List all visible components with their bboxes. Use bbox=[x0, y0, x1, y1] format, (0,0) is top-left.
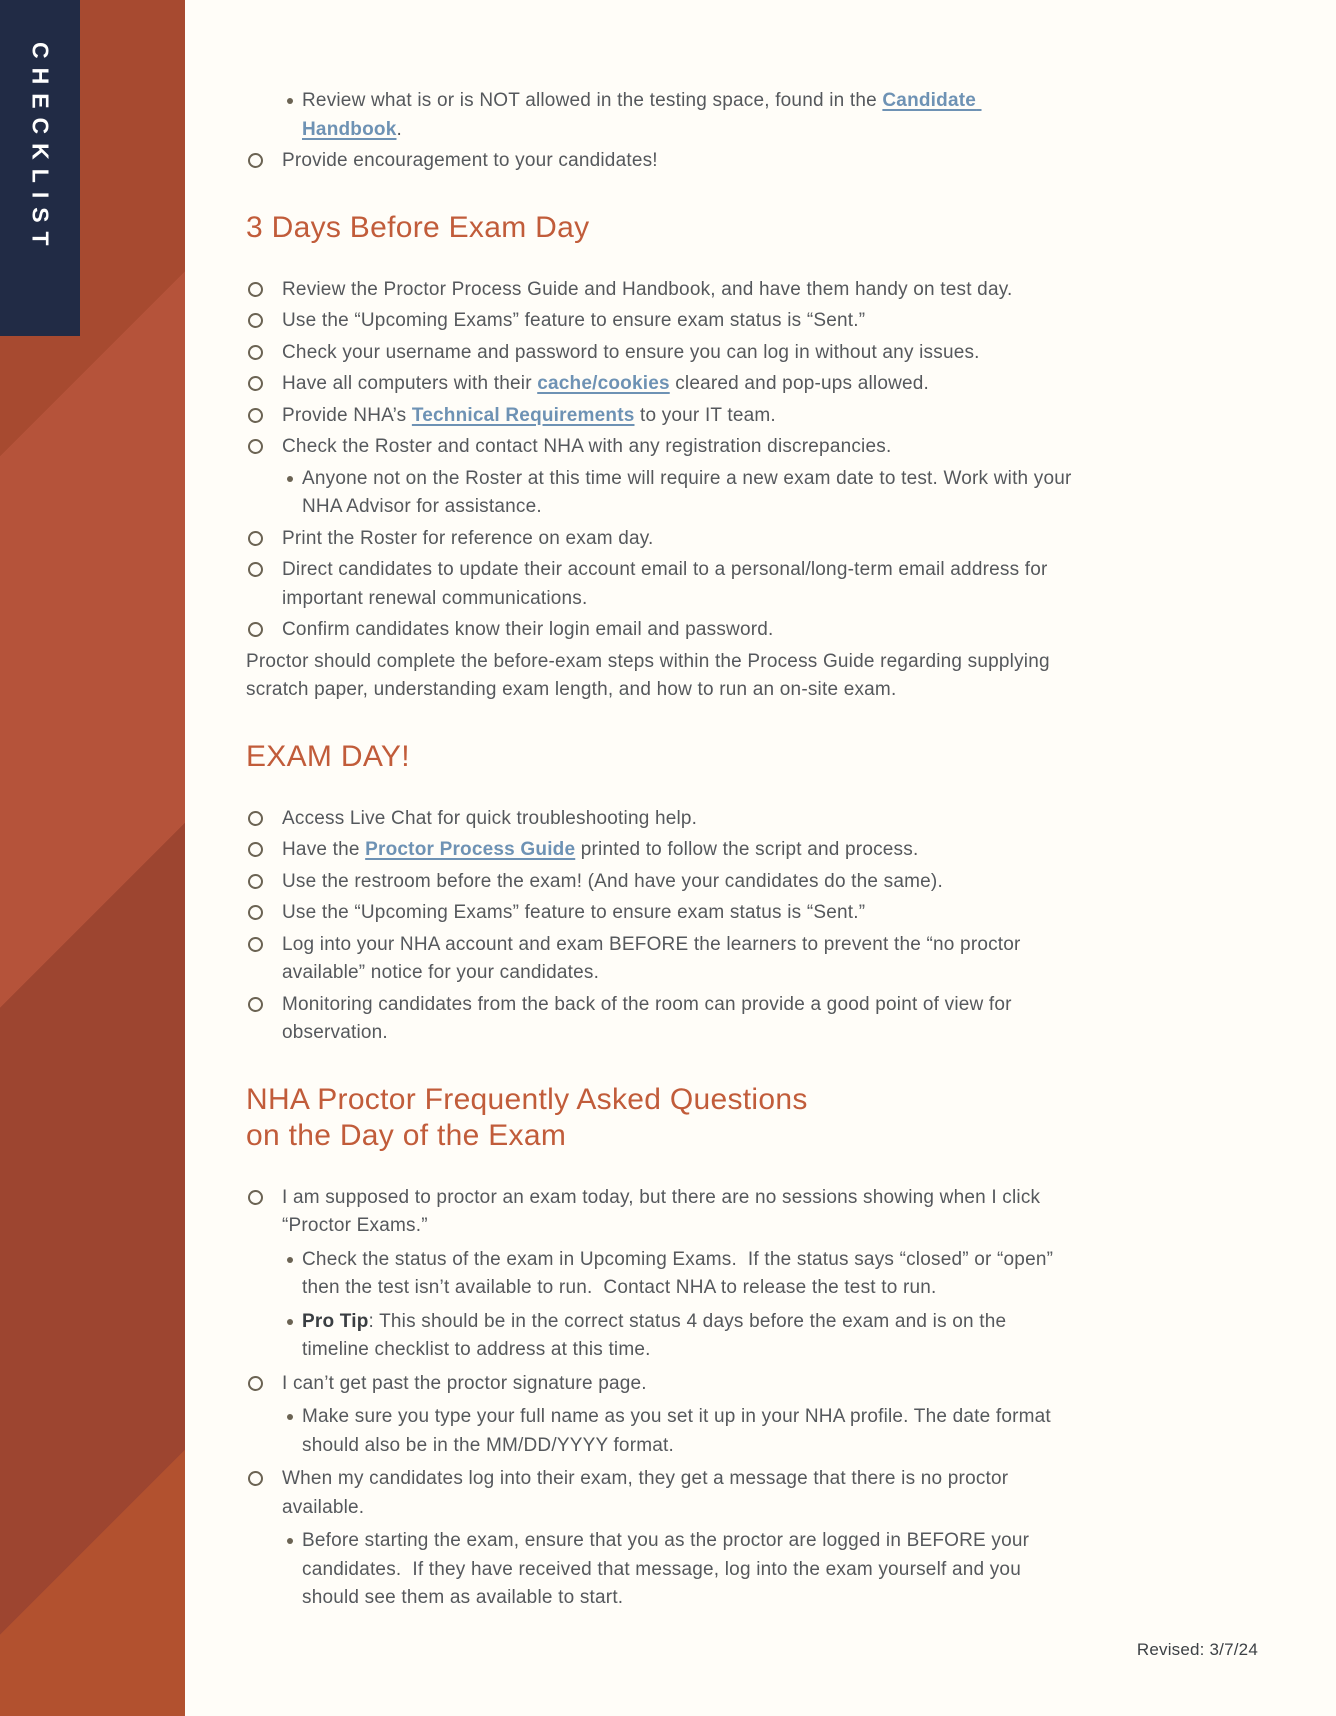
item-text: to your IT team. bbox=[634, 404, 776, 426]
item-text: Before starting the exam, ensure that you as the proctor are logged in BEFORE your candidates. If they have received that message, log into the exam yourself and you should see them as available to start. bbox=[302, 1530, 1035, 1608]
checklist-tab-label: CHECKLIST bbox=[27, 42, 54, 255]
paragraph bbox=[246, 648, 1074, 705]
circle-bullet-icon bbox=[248, 282, 263, 297]
circle-bullet-icon bbox=[248, 153, 263, 168]
item-text: Check the status of the exam in Upcoming Exams. If the status says “closed” or “open” then the test isn’t available to run. Contact NHA to release the test to run. bbox=[302, 1248, 1059, 1298]
circle-bullet-icon bbox=[248, 531, 263, 546]
dot-bullet-icon bbox=[287, 98, 293, 104]
circle-bullet-icon bbox=[248, 874, 263, 889]
list-item bbox=[246, 616, 1074, 645]
item-text: When my candidates log into their exam, they get a message that there is no proctor available. bbox=[282, 1468, 1014, 1518]
circle-bullet-icon bbox=[248, 1376, 263, 1391]
list-item bbox=[246, 899, 1074, 928]
item-text: Provide encouragement to your candidates! bbox=[282, 150, 658, 171]
list-item bbox=[246, 433, 1074, 462]
list-item bbox=[246, 836, 1074, 865]
circle-bullet-icon bbox=[248, 842, 263, 857]
item-text: Access Live Chat for quick troubleshooting help. bbox=[282, 807, 698, 829]
item-text: Use the restroom before the exam! (And have your candidates do the same). bbox=[282, 870, 943, 892]
revised-date: Revised: 3/7/24 bbox=[1136, 1640, 1258, 1659]
item-text: Log into your NHA account and exam BEFORE the learners to prevent the “no proctor available” notice for your candidates. bbox=[282, 933, 1027, 983]
list-subitem bbox=[246, 1403, 1074, 1460]
document-content bbox=[246, 84, 1078, 1618]
circle-bullet-icon bbox=[248, 439, 263, 454]
list-item bbox=[246, 868, 1074, 897]
item-text: cleared and pop-ups allowed. bbox=[669, 373, 930, 394]
circle-bullet-icon bbox=[248, 811, 263, 826]
item-text: Review the Proctor Process Guide and Handbook, and have them handy on test day. bbox=[282, 278, 1013, 300]
circle-bullet-icon bbox=[248, 376, 263, 391]
list-item bbox=[246, 147, 1074, 176]
item-text: I am supposed to proctor an exam today, but there are no sessions showing when I click “Proctor Exams.” bbox=[282, 1186, 1046, 1236]
pro-tip-label: Pro Tip bbox=[302, 1310, 369, 1332]
circle-bullet-icon bbox=[248, 622, 263, 637]
item-text: Check the Roster and contact NHA with any registration discrepancies. bbox=[282, 436, 892, 457]
candidate-handbook-link[interactable]: Candidate Handbook bbox=[302, 90, 982, 140]
dot-bullet-icon bbox=[287, 476, 293, 482]
technical-requirements-link[interactable]: Technical Requirements bbox=[411, 404, 635, 426]
section-heading bbox=[246, 1082, 1074, 1154]
list-item bbox=[246, 805, 1074, 834]
list-item bbox=[246, 370, 1074, 399]
item-text: Provide NHA’s bbox=[282, 404, 412, 426]
decorative-sidebar bbox=[0, 0, 185, 1716]
dot-bullet-icon bbox=[287, 1319, 293, 1325]
section-heading-line: NHA Proctor Frequently Asked Questions bbox=[246, 1082, 808, 1116]
item-text: Use the “Upcoming Exams” feature to ensure exam status is “Sent.” bbox=[282, 902, 866, 923]
item-text: Make sure you type your full name as you set it up in your NHA profile. The date format should also be in the MM/DD/YYYY format. bbox=[302, 1406, 1057, 1456]
circle-bullet-icon bbox=[248, 937, 263, 952]
circle-bullet-icon bbox=[248, 562, 263, 577]
item-text: Direct candidates to update their account email to a personal/long-term email address for important renewal communications. bbox=[282, 559, 1054, 609]
dot-bullet-icon bbox=[287, 1414, 293, 1420]
item-text: I can’t get past the proctor signature page. bbox=[282, 1372, 647, 1394]
section-exam-day bbox=[246, 739, 1074, 1048]
list-item bbox=[246, 307, 1074, 336]
list-item bbox=[246, 339, 1074, 368]
section-heading: 3 Days Before Exam Day bbox=[246, 210, 590, 244]
item-text: : This should be in the correct status 4 days before the exam and is on the timeline checklist to address at this time. bbox=[302, 1310, 1012, 1360]
item-text: Check your username and password to ensure you can log in without any issues. bbox=[282, 341, 980, 363]
list-item bbox=[246, 556, 1074, 613]
section-faq bbox=[246, 1082, 1074, 1613]
list-item bbox=[246, 991, 1074, 1048]
item-text: Print the Roster for reference on exam day. bbox=[282, 527, 654, 549]
item-text: Have all computers with their bbox=[282, 373, 538, 394]
list-subitem bbox=[246, 465, 1078, 522]
circle-bullet-icon bbox=[248, 408, 263, 423]
list-item bbox=[246, 87, 1074, 144]
list-item bbox=[246, 402, 1074, 431]
list-subitem bbox=[246, 1527, 1074, 1613]
section-3-days-before bbox=[246, 210, 1078, 705]
section-heading: EXAM DAY! bbox=[246, 739, 410, 773]
list-item bbox=[246, 525, 1074, 554]
item-text: Confirm candidates know their login email and password. bbox=[282, 619, 774, 640]
dot-bullet-icon bbox=[287, 1257, 293, 1263]
list-item bbox=[246, 1465, 1074, 1522]
list-item bbox=[246, 276, 1074, 305]
circle-bullet-icon bbox=[248, 997, 263, 1012]
item-text: Use the “Upcoming Exams” feature to ensure exam status is “Sent.” bbox=[282, 310, 866, 331]
item-text: Have the bbox=[282, 839, 366, 860]
list-subitem bbox=[246, 1308, 1074, 1365]
section-heading-line: on the Day of the Exam bbox=[246, 1118, 567, 1152]
circle-bullet-icon bbox=[248, 313, 263, 328]
dot-bullet-icon bbox=[287, 1538, 293, 1544]
item-text: Review what is or is NOT allowed in the testing space, found in the bbox=[302, 90, 883, 111]
section-intro bbox=[246, 87, 1074, 176]
paragraph-text: Proctor should complete the before-exam steps within the Process Guide regarding supplying scratch paper, understanding exam length, and how to run an on-site exam. bbox=[246, 650, 1056, 700]
item-text: Anyone not on the Roster at this time will require a new exam date to test. Work with your NHA Advisor for assistance. bbox=[302, 467, 1078, 517]
list-item bbox=[246, 1370, 1074, 1399]
list-item bbox=[246, 1184, 1074, 1241]
item-text: . bbox=[396, 118, 402, 140]
circle-bullet-icon bbox=[248, 905, 263, 920]
cache-cookies-link[interactable]: cache/cookies bbox=[537, 373, 670, 394]
checklist-tab bbox=[0, 0, 80, 336]
item-text: printed to follow the script and process. bbox=[575, 839, 919, 860]
list-subitem bbox=[246, 1246, 1074, 1303]
circle-bullet-icon bbox=[248, 345, 263, 360]
circle-bullet-icon bbox=[248, 1471, 263, 1486]
proctor-process-guide-link[interactable]: Proctor Process Guide bbox=[365, 839, 576, 860]
circle-bullet-icon bbox=[248, 1190, 263, 1205]
item-text: Monitoring candidates from the back of the room can provide a good point of view for observation. bbox=[282, 993, 1018, 1043]
list-item bbox=[246, 931, 1074, 988]
